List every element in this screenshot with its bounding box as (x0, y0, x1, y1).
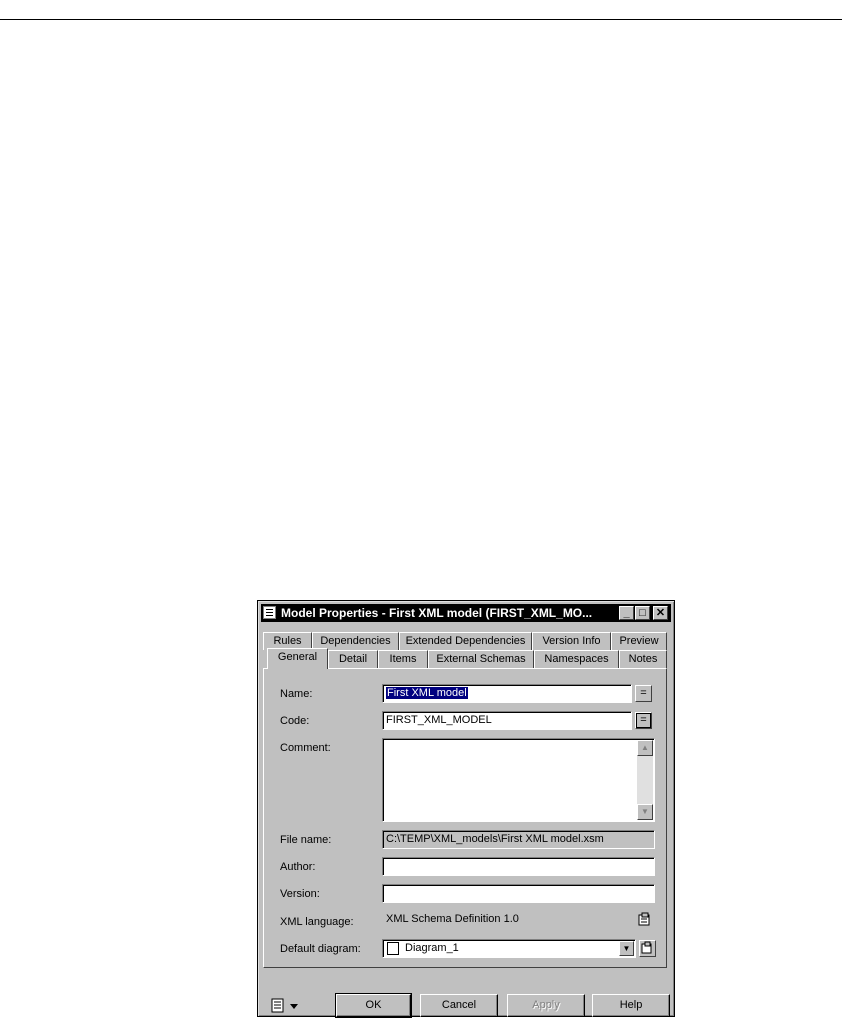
comment-label: Comment: (280, 742, 331, 754)
tab-version-info[interactable]: Version Info (532, 632, 611, 650)
chevron-down-icon[interactable]: ▼ (619, 941, 634, 956)
name-field[interactable] (382, 684, 632, 703)
ok-button[interactable] (336, 994, 411, 1017)
tab-general[interactable]: General (267, 648, 328, 669)
code-field[interactable]: FIRST_XML_MODEL (382, 711, 632, 730)
tab-detail[interactable]: Detail (328, 650, 378, 668)
tab-notes[interactable]: Notes (619, 650, 667, 668)
model-icon (263, 606, 276, 619)
cancel-button[interactable] (420, 994, 498, 1017)
scroll-down-icon[interactable]: ▼ (637, 804, 653, 820)
filename-label: File name: (280, 834, 332, 846)
menu-dropdown-icon[interactable] (271, 998, 303, 1014)
dialog-title: Model Properties - First XML model (FIRST_XML_MO... (281, 606, 593, 620)
name-equals-button[interactable]: = (635, 685, 652, 702)
name-value: First XML model (387, 687, 467, 699)
minimize-button[interactable]: _ (619, 606, 634, 620)
maximize-button[interactable]: □ (635, 606, 650, 620)
xml-language-value: XML Schema Definition 1.0 (382, 910, 632, 929)
tab-namespaces[interactable]: Namespaces (534, 650, 619, 668)
name-label: Name: (280, 688, 313, 700)
comment-textarea[interactable] (382, 738, 655, 822)
tab-preview[interactable]: Preview (611, 632, 667, 650)
default-diagram-select[interactable] (382, 939, 636, 958)
tab-external-schemas[interactable]: External Schemas (428, 650, 534, 668)
tab-row-front (263, 650, 671, 668)
tab-extended-dependencies[interactable]: Extended Dependencies (399, 632, 532, 650)
filename-field: C:\TEMP\XML_models\First XML model.xsm (382, 830, 655, 849)
scroll-up-icon[interactable]: ▲ (637, 740, 653, 756)
author-field[interactable] (382, 857, 655, 876)
cancel-button-label: Cancel (441, 999, 477, 1011)
version-label: Version: (280, 888, 320, 900)
xml-language-label: XML language: (280, 916, 354, 928)
diagram-icon (387, 942, 399, 955)
version-field[interactable] (382, 884, 655, 903)
apply-button[interactable] (507, 994, 585, 1017)
tab-dependencies[interactable]: Dependencies (312, 632, 399, 650)
default-diagram-value: Diagram_1 (405, 942, 459, 954)
model-properties-dialog (257, 600, 675, 1017)
diagram-properties-icon[interactable] (639, 940, 656, 957)
help-button[interactable] (592, 994, 670, 1017)
tab-rules[interactable]: Rules (263, 632, 312, 650)
page-top-rule (0, 19, 842, 20)
title-bar[interactable] (261, 604, 671, 622)
apply-button-label: Apply (532, 999, 560, 1011)
author-label: Author: (280, 861, 316, 873)
properties-icon[interactable] (638, 912, 652, 926)
comment-scrollbar[interactable] (637, 740, 653, 820)
code-label: Code: (280, 715, 310, 727)
close-button[interactable]: ✕ (653, 606, 668, 620)
code-equals-button[interactable]: = (635, 712, 652, 729)
help-button-label: Help (619, 999, 643, 1011)
ok-button-label: OK (365, 999, 382, 1011)
tab-items[interactable]: Items (378, 650, 428, 668)
default-diagram-label: Default diagram: (280, 943, 361, 955)
